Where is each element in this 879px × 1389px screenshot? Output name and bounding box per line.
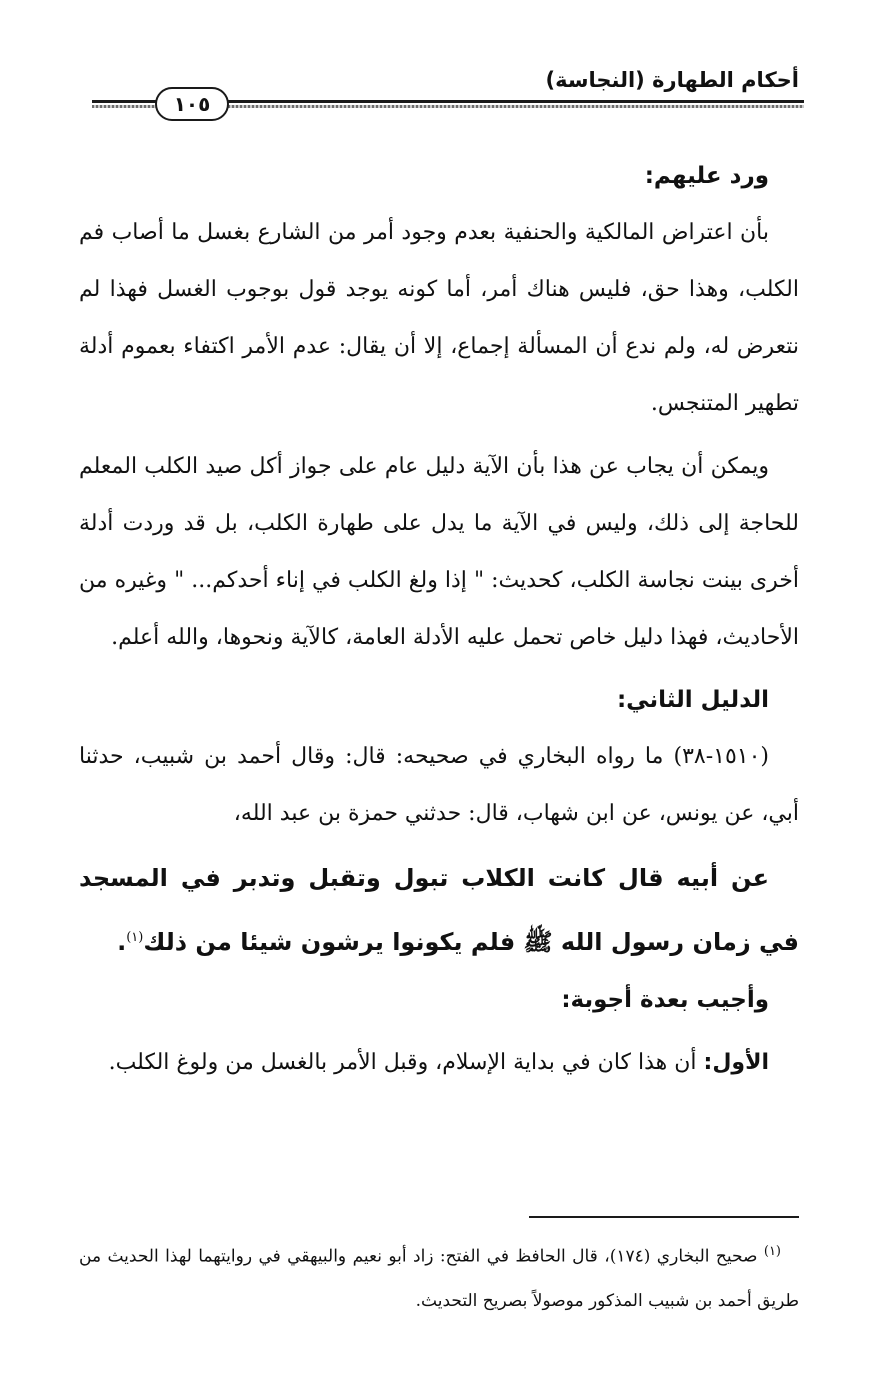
paragraph-isnad: (١٥١٠-٣٨) ما رواه البخاري في صحيحه: قال: وقال أحمد بن شبيب، حدثنا أبي، عن يونس، عن ابن شهاب، قال: حدثني حمزة بن عبد الله، [79, 744, 799, 826]
page-number: ١٠٥ [155, 87, 229, 121]
hadith-text [79, 848, 799, 972]
paragraph-first-answer [79, 1034, 799, 1091]
paragraph-reply: ويمكن أن يجاب عن هذا بأن الآية دليل عام على جواز أكل صيد الكلب المعلم للحاجة إلى ذلك، وليس في الآية ما يدل على طهارة الكلب، بل قد وردت أدلة أخرى بينت نجاسة الكلب، كحديث: " إذا ولغ الكلب في إناء أحدكم... " وغيره من الأحاديث، فهذا دليل خاص تحمل عليه الأدلة العامة، كالآية ونحوها، والله أعلم. [79, 454, 799, 650]
section-heading-answers: وأجيب بعدة أجوبة: [561, 987, 769, 1013]
main-text [79, 148, 799, 1091]
hadith-body: عن أبيه قال كانت الكلاب تبول وتقبل وتدبر في المسجد في زمان رسول الله ﷺ فلم يكونوا يرشون شيئا من ذلك [79, 864, 799, 956]
section-heading-objection: ورد عليهم: [644, 163, 769, 189]
paragraph-objection: بأن اعتراض المالكية والحنفية بعدم وجود أمر من الشارع بغسل ما أصاب فم الكلب، وهذا حق، فليس هناك أمر، أما كونه يوجد قول بوجوب الغسل فهذا لم نتعرض له، ولم ندع أن المسألة إجماع، إلا أن يقال: عدم الأمر اكتفاء بعموم أدلة تطهير المتنجس. [79, 220, 799, 416]
first-answer-text: أن هذا كان في بداية الإسلام، وقبل الأمر بالغسل من ولوغ الكلب. [108, 1050, 704, 1075]
footnote-text: صحيح البخاري (١٧٤)، قال الحافظ في الفتح: زاد أبو نعيم والبيهقي في روايتهما لهذا الحديث من طريق أحمد بن شبيب المذكور موصولاً بصريح التحديث. [79, 1246, 799, 1311]
section-heading-second-evidence: الدليل الثاني: [616, 687, 769, 713]
footnote-number: (١) [763, 1244, 781, 1259]
footnote-separator [529, 1216, 799, 1218]
running-title: أحكام الطهارة (النجاسة) [545, 68, 799, 92]
footnote-marker: (١) [126, 930, 144, 945]
first-answer-label: الأول: [703, 1050, 769, 1075]
hadith-end-punctuation: . [117, 928, 127, 956]
footnote-1 [79, 1230, 799, 1323]
